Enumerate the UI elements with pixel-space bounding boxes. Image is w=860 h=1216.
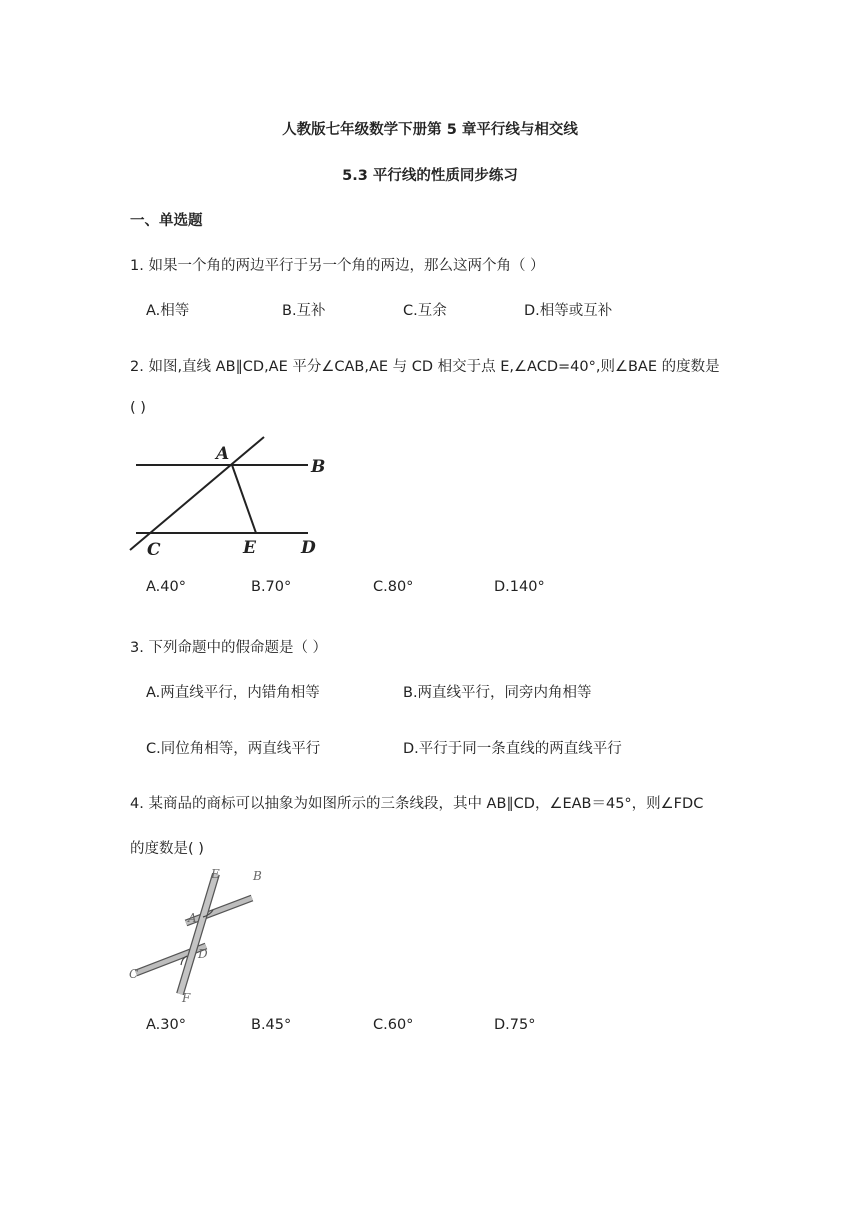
page-title: 人教版七年级数学下册第 5 章平行线与相交线 [282,122,578,138]
question-4-option-a: A.30° [146,1017,186,1033]
label-e: E [211,867,220,881]
label-d: D [198,947,208,961]
page-subtitle: 5.3 平行线的性质同步练习 [342,168,518,184]
question-1-option-d: D.相等或互补 [524,303,613,319]
question-2-figure [128,432,334,562]
question-1-option-a: A.相等 [146,303,190,319]
question-2-option-b: B.70° [251,579,292,595]
question-1-option-b: B.互补 [282,303,326,319]
segment-ae [232,465,256,533]
question-4-figure [126,866,268,1006]
question-3-option-a: A.两直线平行，内错角相等 [146,685,320,701]
label-e: E [243,538,256,558]
question-1-option-c: C.互余 [403,303,447,319]
question-4-stem-cont: 的度数是( ) [130,841,204,857]
question-4-stem: 4. 某商品的商标可以抽象为如图所示的三条线段，其中 AB∥CD，∠EAB＝45°，则∠FDC [130,796,704,812]
question-3-option-d: D.平行于同一条直线的两直线平行 [403,741,622,757]
question-2-option-d: D.140° [494,579,545,595]
label-d: D [301,538,316,558]
section-heading: 一、单选题 [130,213,203,229]
label-b: B [311,457,326,477]
label-f: F [182,991,191,1005]
question-4-option-c: C.60° [373,1017,414,1033]
label-b: B [253,869,262,883]
label-c: C [129,967,139,981]
question-2-stem-cont: ( ) [130,400,146,416]
question-2-option-c: C.80° [373,579,414,595]
question-2-stem: 2. 如图,直线 AB∥CD,AE 平分∠CAB,AE 与 CD 相交于点 E,∠ACD=40°,则∠BAE 的度数是 [130,359,720,375]
label-c: C [147,540,161,560]
question-3-stem: 3. 下列命题中的假命题是（ ） [130,640,328,656]
label-a: A [216,444,230,464]
question-4-option-b: B.45° [251,1017,292,1033]
question-2-option-a: A.40° [146,579,186,595]
question-4-option-d: D.75° [494,1017,536,1033]
question-3-option-c: C.同位角相等，两直线平行 [146,741,321,757]
question-3-option-b: B.两直线平行，同旁内角相等 [403,685,592,701]
question-1-stem: 1. 如果一个角的两边平行于另一个角的两边，那么这两个角（ ） [130,258,545,274]
label-a: A [188,911,197,925]
